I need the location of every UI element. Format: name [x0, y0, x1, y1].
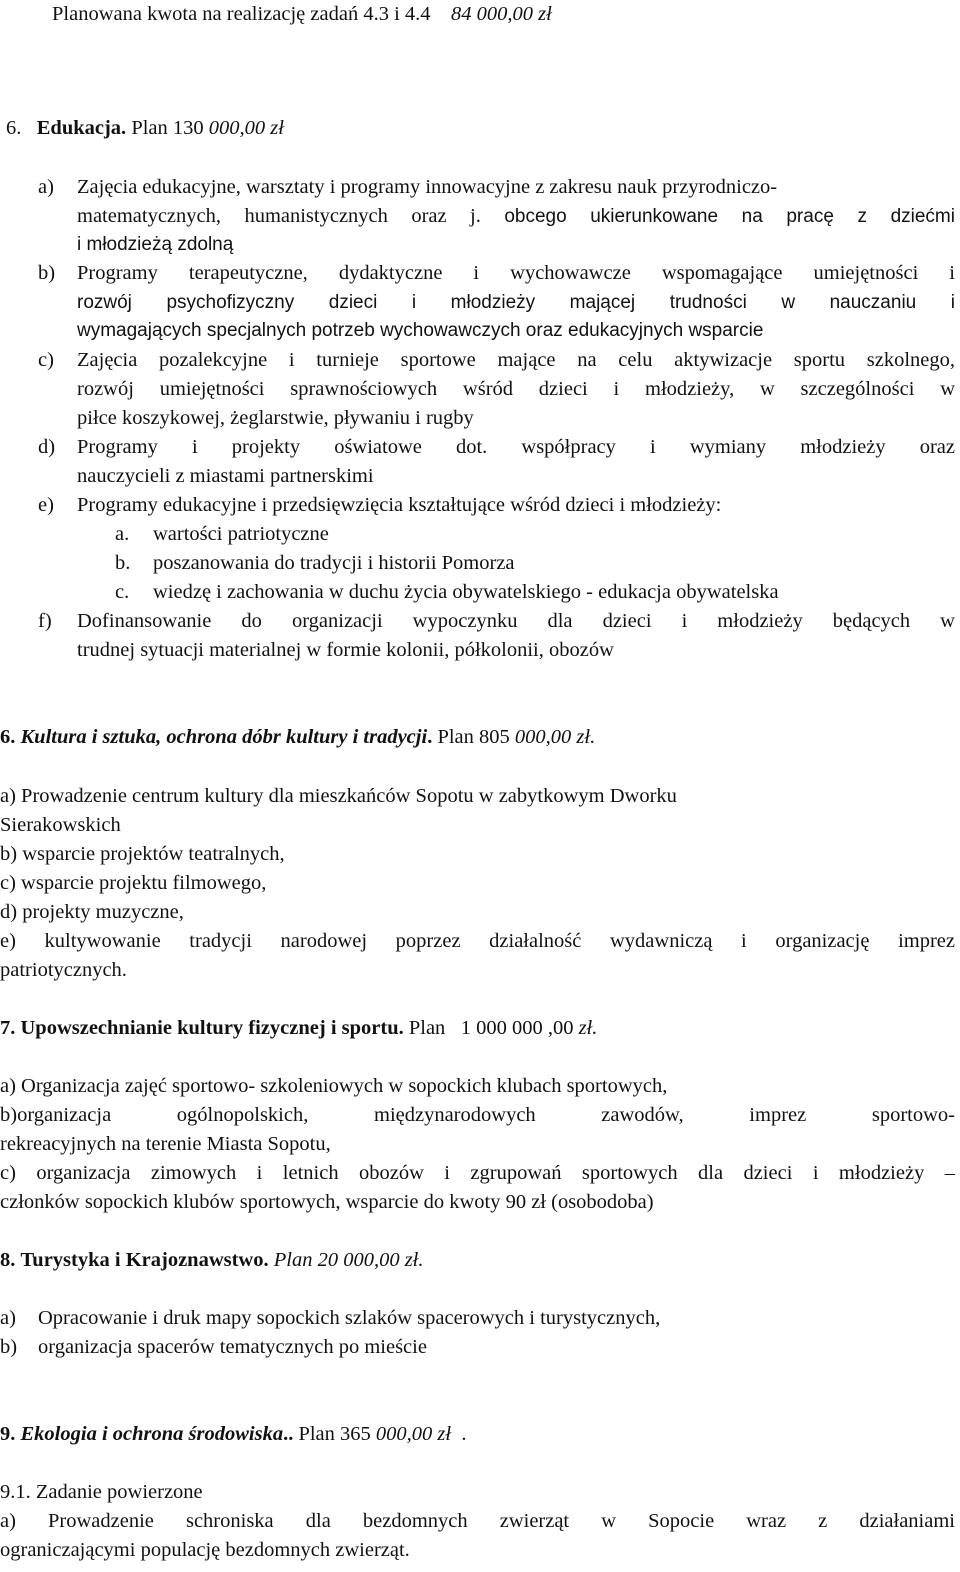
list-marker: b) [38, 262, 56, 284]
funding-amount-line [52, 0, 552, 29]
list-item-text: rozwój umiejętności sprawnościowych wśród dzieci i młodzieży, w szczególności w [77, 378, 955, 400]
list-marker: b) [0, 1336, 18, 1358]
list-marker: a) [0, 1307, 16, 1329]
plan-unit: zł. [578, 1017, 598, 1039]
section-heading-education [6, 114, 284, 143]
section-title: Upowszechnianie kultury fizycznej i sportu. [20, 1017, 404, 1039]
list-item-text: Zajęcia edukacyjne, warsztaty i programy innowacyjne z zakresu nauk przyrodniczo- [77, 176, 778, 198]
list-item-text: Programy edukacyjne i przedsięwzięcia kształtujące wśród dzieci i młodzieży: [77, 494, 722, 516]
list-item-text: członków sopockich klubów sportowych, wsparcie do kwoty 90 zł (osobodoba) [0, 1191, 654, 1213]
section-title: Ekologia i ochrona środowiska [20, 1423, 284, 1445]
section-title-dots: .. [283, 1423, 294, 1445]
sub-list-marker: c. [115, 581, 130, 603]
list-item-text: c) wsparcie projektu filmowego, [0, 872, 267, 894]
section-title: Edukacja. [36, 117, 127, 139]
funding-amount-value: 84 000,00 zł [451, 3, 552, 25]
list-item-text: wymagających specjalnych potrzeb wychowawczych oraz edukacyjnych wsparcie [77, 320, 764, 341]
list-marker: d) [38, 436, 56, 458]
section-heading-culture [0, 723, 595, 752]
plan-label: Plan [408, 1017, 446, 1039]
section-title: Turystyka i Krajoznawstwo. [20, 1249, 269, 1271]
section-heading-sport [0, 1014, 597, 1043]
list-item-text: b) wsparcie projektów teatralnych, [0, 843, 285, 865]
sub-list-marker: a. [115, 523, 130, 545]
section-heading-tourism [0, 1246, 424, 1275]
section-title-dot: . [427, 726, 433, 748]
subsection-heading: 9.1. Zadanie powierzone [0, 1481, 203, 1503]
list-item-text: matematycznych, humanistycznych oraz j. obcego ukierunkowane na pracę z dziećmi [77, 205, 955, 227]
list-item-text: Opracowanie i druk mapy sopockich szlaków spacerowych i turystycznych, [38, 1307, 661, 1329]
plan-label: Plan 805 [437, 726, 510, 748]
list-item-text: c) organizacja zimowych i letnich obozów i zgrupowań sportowych dla dzieci i młodzieży – [0, 1162, 955, 1184]
section-number: 6. [6, 117, 22, 139]
section-title: Kultura i sztuka, ochrona dóbr kultury i tradycji [20, 726, 428, 748]
section-heading-ecology [0, 1420, 466, 1449]
list-item-text: rozwój psychofizyczny dzieci i młodzieży mającej trudności w nauczaniu i [77, 292, 955, 313]
list-item-text: a) Prowadzenie centrum kultury dla mieszkańców Sopotu w zabytkowym Dworku [0, 785, 677, 807]
list-marker: e) [38, 494, 54, 516]
section-number: 6. [0, 726, 16, 748]
section-number: 8. [0, 1249, 16, 1271]
list-item-text: Programy terapeutyczne, dydaktyczne i wychowawcze wspomagające umiejętności i [77, 262, 955, 284]
list-item-text: trudnej sytuacji materialnej w formie kolonii, półkolonii, obozów [77, 639, 614, 661]
plan-amount: 000,00 zł [208, 117, 284, 139]
list-item-text: rekreacyjnych na terenie Miasta Sopotu, [0, 1133, 331, 1155]
plan-amount: 000,00 zł. [514, 726, 596, 748]
plan-amount: 000,00 zł [375, 1423, 452, 1445]
section-number: 7. [0, 1017, 16, 1039]
list-item-text: a) Prowadzenie schroniska dla bezdomnych zwierząt w Sopocie wraz z działaniami [0, 1510, 955, 1532]
list-item-text: a) Organizacja zajęć sportowo- szkoleniowych w sopockich klubach sportowych, [0, 1075, 668, 1097]
sub-list-item: wiedzę i zachowania w duchu życia obywatelskiego - edukacja obywatelska [153, 581, 779, 603]
plan-label: Plan 130 [131, 117, 204, 139]
sub-list-item: poszanowania do tradycji i historii Pomorza [153, 552, 515, 574]
list-marker: c) [38, 349, 54, 371]
list-item-text: piłce koszykowej, żeglarstwie, pływaniu i rugby [77, 407, 474, 429]
trailing-period: . [461, 1423, 467, 1445]
list-item-text: Zajęcia pozalekcyjne i turnieje sportowe mające na celu aktywizacje sportu szkolnego, [77, 349, 955, 371]
sub-list-marker: b. [115, 552, 131, 574]
list-marker: a) [38, 176, 54, 198]
list-item-text: d) projekty muzyczne, [0, 901, 184, 923]
list-item-text: i młodzieżą zdolną [77, 234, 234, 255]
list-item-text: patriotycznych. [0, 959, 127, 981]
plan-amount: Plan 20 000,00 zł. [273, 1249, 424, 1271]
list-item-text: Dofinansowanie do organizacji wypoczynku dla dzieci i młodzieży będących w [77, 610, 955, 632]
list-marker: f) [38, 610, 52, 632]
list-item-text: e) kultywowanie tradycji narodowej poprzez działalność wydawniczą i organizację imprez [0, 930, 955, 952]
section-number: 9. [0, 1423, 16, 1445]
plan-label: Plan 365 [298, 1423, 371, 1445]
sub-list-item: wartości patriotyczne [153, 523, 329, 545]
funding-amount-text: Planowana kwota na realizację zadań 4.3 i 4.4 [52, 3, 431, 25]
list-item-text: nauczycieli z miastami partnerskimi [77, 465, 374, 487]
list-item-text: b)organizacja ogólnopolskich, międzynarodowych zawodów, imprez sportowo- [0, 1104, 955, 1126]
list-item-text: organizacja spacerów tematycznych po mieście [38, 1336, 427, 1358]
list-item-text: Sierakowskich [0, 814, 121, 836]
list-item-text: Programy i projekty oświatowe dot. współpracy i wymiany młodzieży oraz [77, 436, 955, 458]
list-item-text: ograniczającymi populację bezdomnych zwierząt. [0, 1539, 410, 1561]
plan-amount: 1 000 000 ,00 [460, 1017, 574, 1039]
